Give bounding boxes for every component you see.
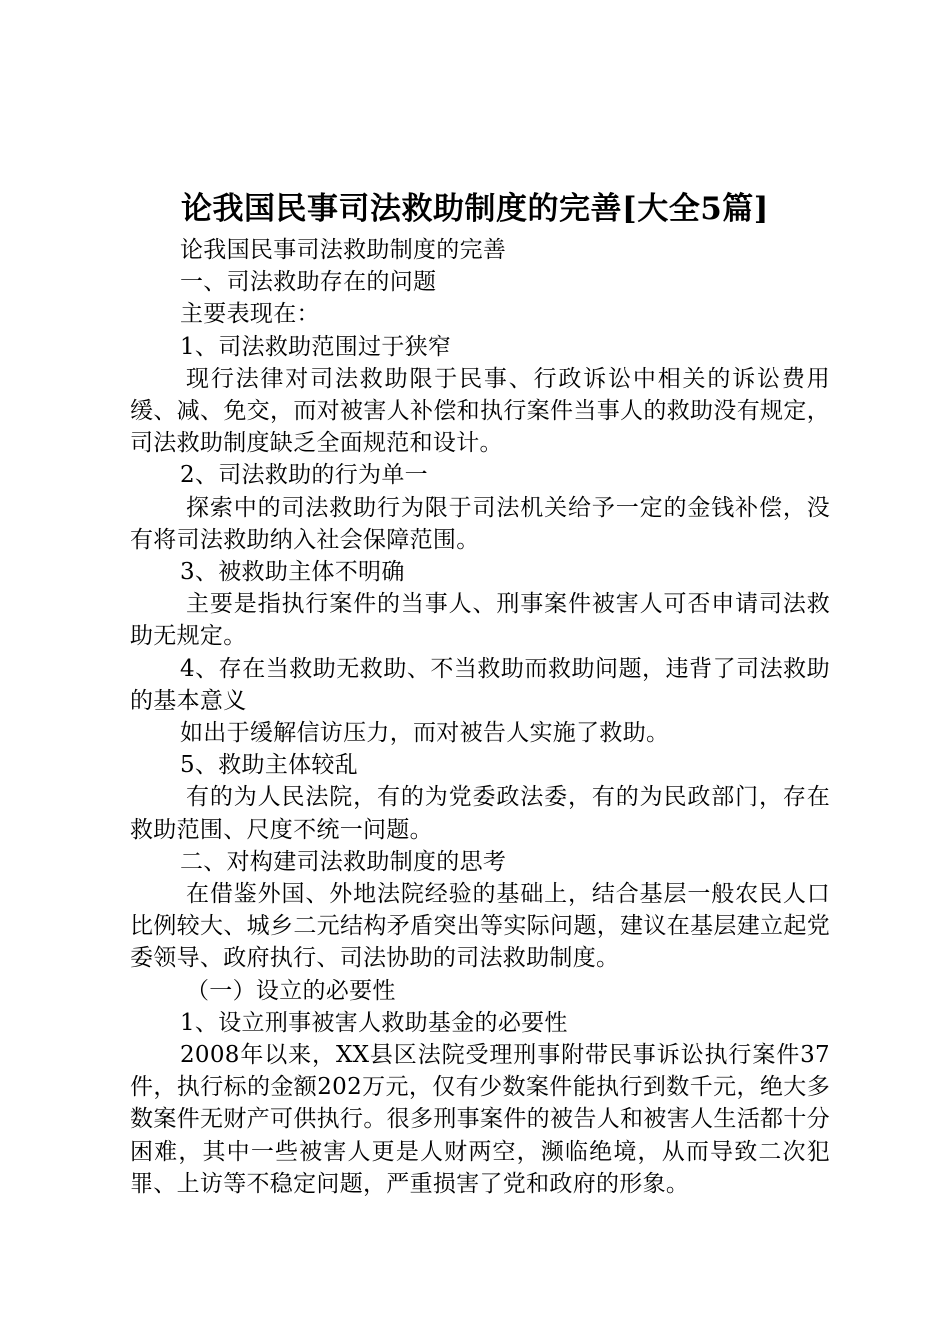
paragraph-subsection-1-item-1-body: 2008年以来，XX县区法院受理刑事附带民事诉讼执行案件37件，执行标的金额202万元，仅有少数案件能执行到数千元，绝大多数案件无财产可供执行。很多刑事案件的被告人和被害人生活都十分困难，其中一些被害人更是人财两空，濒临绝境，从而导致二次犯罪、上访等不稳定问题，严重损害了党和政府的形象。	[130, 1042, 830, 1197]
paragraph-section-2-heading: 二、对构建司法救助制度的思考	[180, 848, 507, 875]
paragraph-item-2-heading: 2、司法救助的行为单一	[180, 462, 428, 489]
paragraph-item-1-heading: 1、司法救助范围过于狭窄	[180, 333, 452, 360]
paragraph-section-2-body: 在借鉴外国、外地法院经验的基础上，结合基层一般农民人口比例较大、城乡二元结构矛盾突出等实际问题，建议在基层建立起党委领导、政府执行、司法协助的司法救助制度。	[130, 881, 830, 972]
paragraph-subsection-1-heading: （一）设立的必要性	[186, 977, 396, 1004]
paragraph-section-1-heading: 一、司法救助存在的问题	[180, 269, 437, 296]
paragraph-item-2-body: 探索中的司法救助行为限于司法机关给予一定的金钱补偿，没有将司法救助纳入社会保障范围。	[130, 494, 830, 553]
document-title: 论我国民事司法救助制度的完善[大全5篇]	[181, 191, 769, 227]
paragraph-subtitle: 论我国民事司法救助制度的完善	[180, 237, 507, 263]
paragraph-item-4-body: 如出于缓解信访压力，而对被告人实施了救助。	[180, 720, 670, 747]
paragraph-item-3-heading: 3、被救助主体不明确	[180, 559, 405, 586]
document-body	[130, 234, 830, 1200]
paragraph-subsection-1-item-1-heading: 1、设立刑事被害人救助基金的必要性	[180, 1009, 568, 1036]
paragraph-item-3-body: 主要是指执行案件的当事人、刑事案件被害人可否申请司法救助无规定。	[130, 591, 830, 650]
paragraph-item-4-heading: 4、存在当救助无救助、不当救助而救助问题，违背了司法救助的基本意义	[130, 655, 830, 714]
paragraph-item-1-body: 现行法律对司法救助限于民事、行政诉讼中相关的诉讼费用缓、减、免交，而对被害人补偿和执行案件当事人的救助没有规定，司法救助制度缺乏全面规范和设计。	[130, 365, 830, 457]
paragraph-item-5-heading: 5、救助主体较乱	[180, 752, 359, 779]
paragraph-main-manifestations: 主要表现在：	[180, 301, 320, 328]
paragraph-item-5-body: 有的为人民法院，有的为党委政法委，有的为民政部门，存在救助范围、尺度不统一问题。	[130, 784, 830, 843]
